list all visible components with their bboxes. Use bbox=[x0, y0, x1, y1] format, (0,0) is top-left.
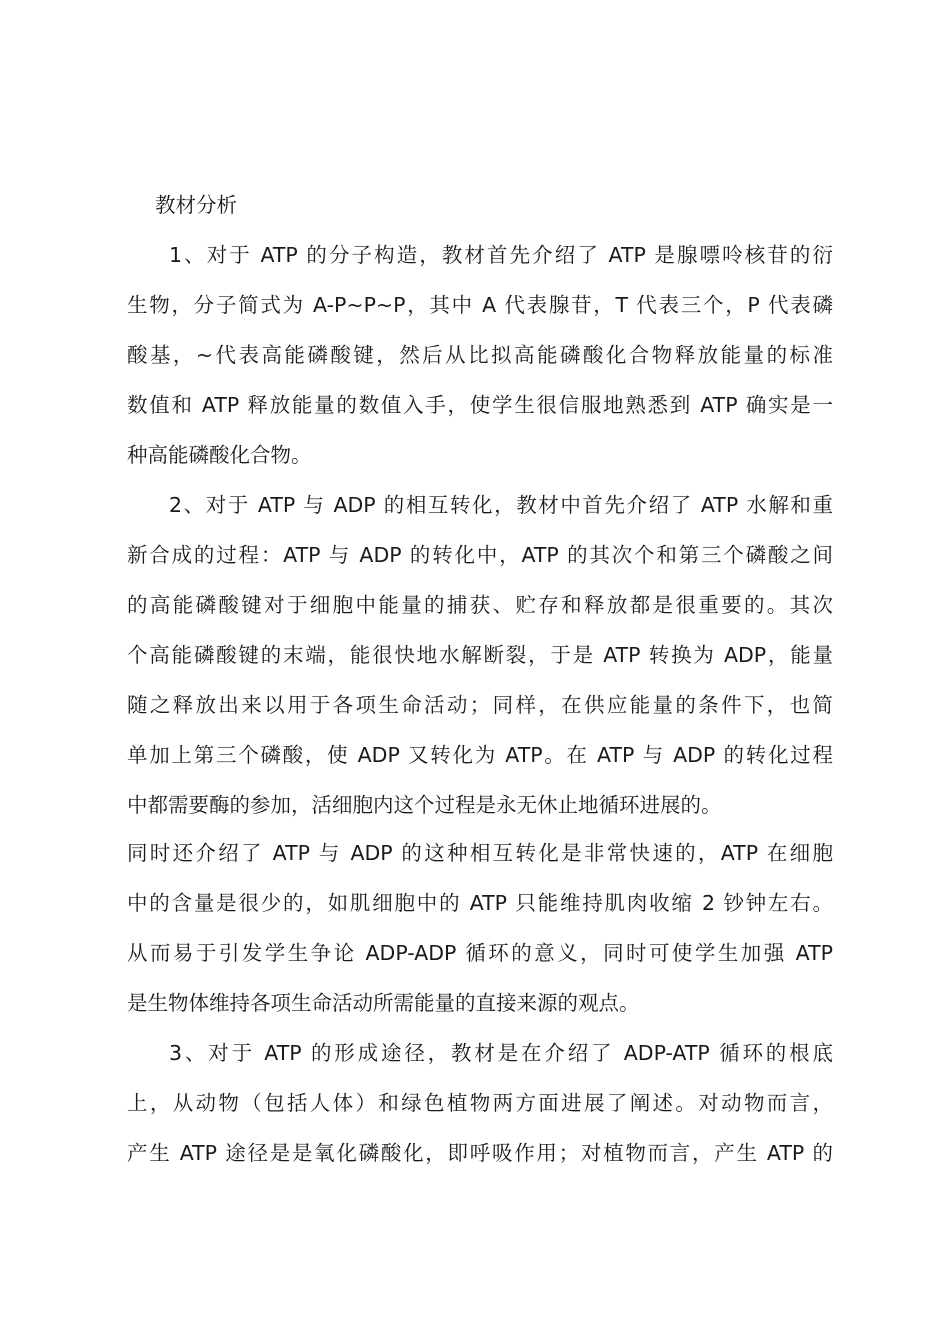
paragraph-3-line-2: 中的含量是很少的，如肌细胞中的 ATP 只能维持肌肉收缩 2 钞钟左右。 bbox=[127, 891, 833, 915]
paragraph-2-line-7: 中都需要酶的参加，活细胞内这个过程是永无休止地循环进展的。 bbox=[127, 793, 722, 817]
section-heading: 教材分析 bbox=[155, 193, 237, 217]
paragraph-3-line-4: 是生物体维持各项生命活动所需能量的直接来源的观点。 bbox=[127, 991, 640, 1015]
paragraph-2-line-4: 个高能磷酸键的末端，能很快地水解断裂，于是 ATP 转换为 ADP，能量 bbox=[127, 643, 833, 667]
paragraph-4-line-3: 产生 ATP 途径是是氧化磷酸化，即呼吸作用；对植物而言，产生 ATP 的 bbox=[127, 1141, 833, 1165]
paragraph-2-line-2: 新合成的过程：ATP 与 ADP 的转化中，ATP 的其次个和第三个磷酸之间 bbox=[127, 543, 833, 567]
paragraph-2-line-3: 的高能磷酸键对于细胞中能量的捕获、贮存和释放都是很重要的。其次 bbox=[127, 593, 833, 617]
paragraph-1-line-5: 种高能磷酸化合物。 bbox=[127, 443, 312, 467]
paragraph-1-line-3: 酸基，~代表高能磷酸键，然后从比拟高能磷酸化合物释放能量的标准 bbox=[127, 343, 833, 367]
paragraph-3-line-3: 从而易于引发学生争论 ADP-ADP 循环的意义，同时可使学生加强 ATP bbox=[127, 941, 833, 965]
paragraph-2-line-6: 单加上第三个磷酸，使 ADP 又转化为 ATP。在 ATP 与 ADP 的转化过程 bbox=[127, 743, 833, 767]
paragraph-3-line-1: 同时还介绍了 ATP 与 ADP 的这种相互转化是非常快速的，ATP 在细胞 bbox=[127, 841, 833, 865]
paragraph-1-line-1: 1、对于 ATP 的分子构造，教材首先介绍了 ATP 是腺嘌呤核苷的衍 bbox=[169, 243, 833, 267]
paragraph-4-line-2: 上，从动物（包括人体）和绿色植物两方面进展了阐述。对动物而言， bbox=[127, 1091, 833, 1115]
paragraph-1-line-2: 生物，分子简式为 A-P~P~P，其中 A 代表腺苷，T 代表三个，P 代表磷 bbox=[127, 293, 833, 317]
paragraph-1-line-4: 数值和 ATP 释放能量的数值入手，使学生很信服地熟悉到 ATP 确实是一 bbox=[127, 393, 833, 417]
paragraph-2-line-5: 随之释放出来以用于各项生命活动；同样，在供应能量的条件下，也简 bbox=[127, 693, 833, 717]
paragraph-4-line-1: 3、对于 ATP 的形成途径，教材是在介绍了 ADP-ATP 循环的根底 bbox=[169, 1041, 833, 1065]
paragraph-2-line-1: 2、对于 ATP 与 ADP 的相互转化，教材中首先介绍了 ATP 水解和重 bbox=[169, 493, 833, 517]
